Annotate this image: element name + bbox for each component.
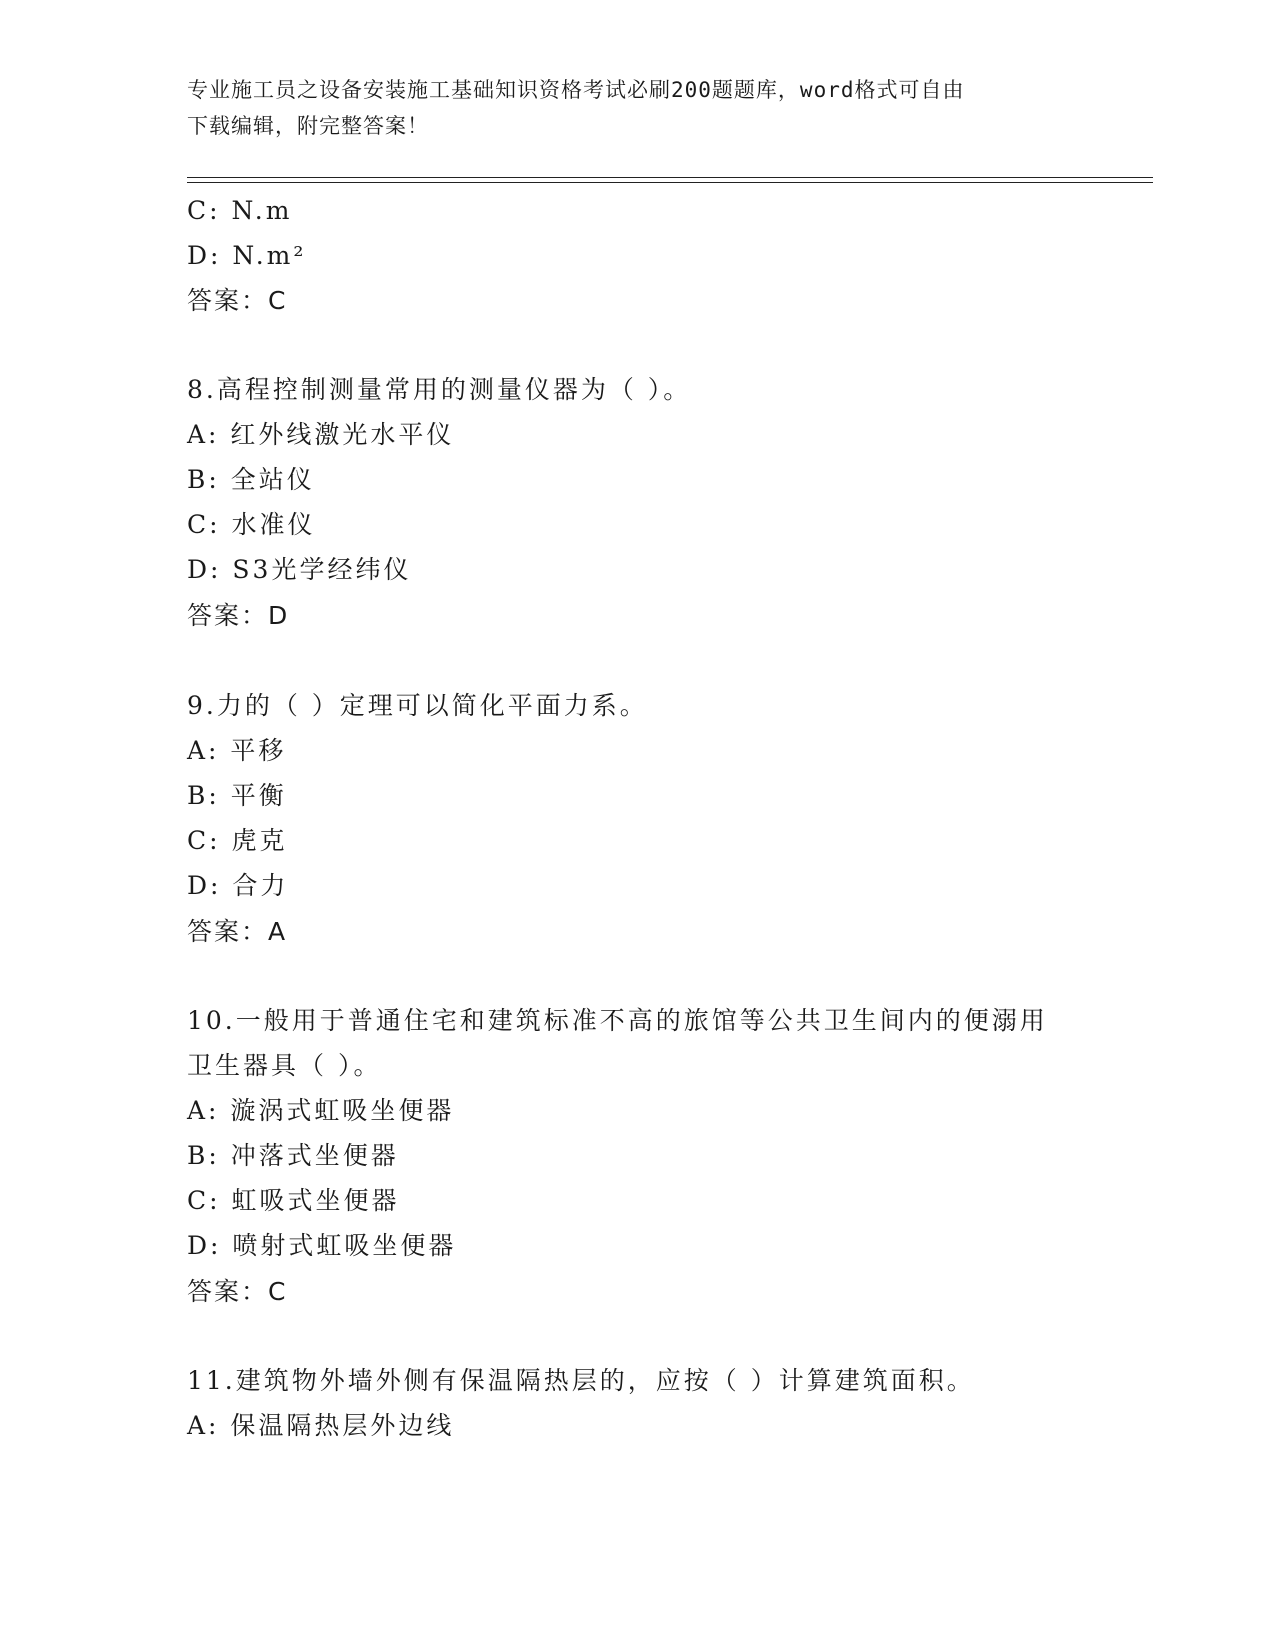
q9-option-d: D: 合力 — [187, 871, 289, 900]
q9-option-c: C: 虎克 — [187, 826, 288, 855]
q10-question-line-1: 10.一般用于普通住宅和建筑标准不高的旅馆等公共卫生间内的便溺用 — [187, 1006, 1048, 1035]
header-divider — [187, 177, 1153, 178]
q10-option-c: C: 虹吸式坐便器 — [187, 1186, 400, 1215]
q9-option-b: B: 平衡 — [187, 781, 287, 810]
header-line-2: 下载编辑，附完整答案！ — [187, 114, 429, 138]
header-divider-double — [187, 182, 1153, 183]
q10-option-a: A: 漩涡式虹吸坐便器 — [187, 1096, 455, 1125]
q9-option-a: A: 平移 — [187, 736, 287, 765]
q8-question: 8.高程控制测量常用的测量仪器为（ ）。 — [187, 375, 692, 404]
q8-option-b: B: 全站仪 — [187, 465, 315, 494]
q8-option-d: D: S3光学经纬仪 — [187, 555, 412, 584]
q8-option-c: C: 水准仪 — [187, 510, 316, 539]
q7-option-c: C: N.m — [187, 196, 293, 225]
q10-answer: 答案：C — [187, 1277, 288, 1306]
q10-question-line-2: 卫生器具（ ）。 — [187, 1051, 382, 1080]
q7-answer: 答案：C — [187, 286, 288, 315]
q9-question: 9.力的（ ）定理可以简化平面力系。 — [187, 691, 648, 720]
q8-answer: 答案：D — [187, 601, 290, 630]
q11-question: 11.建筑物外墙外侧有保温隔热层的，应按（ ）计算建筑面积。 — [187, 1366, 975, 1395]
q9-answer: 答案：A — [187, 917, 288, 946]
q8-option-a: A: 红外线激光水平仪 — [187, 420, 455, 449]
header-line-1: 专业施工员之设备安装施工基础知识资格考试必刷200题题库，word格式可自由 — [187, 78, 965, 102]
q11-option-a: A: 保温隔热层外边线 — [187, 1411, 455, 1440]
q10-option-d: D: 喷射式虹吸坐便器 — [187, 1231, 457, 1260]
document-header — [187, 72, 1067, 144]
q7-option-d: D: N.m² — [187, 241, 307, 270]
q10-option-b: B: 冲落式坐便器 — [187, 1141, 399, 1170]
